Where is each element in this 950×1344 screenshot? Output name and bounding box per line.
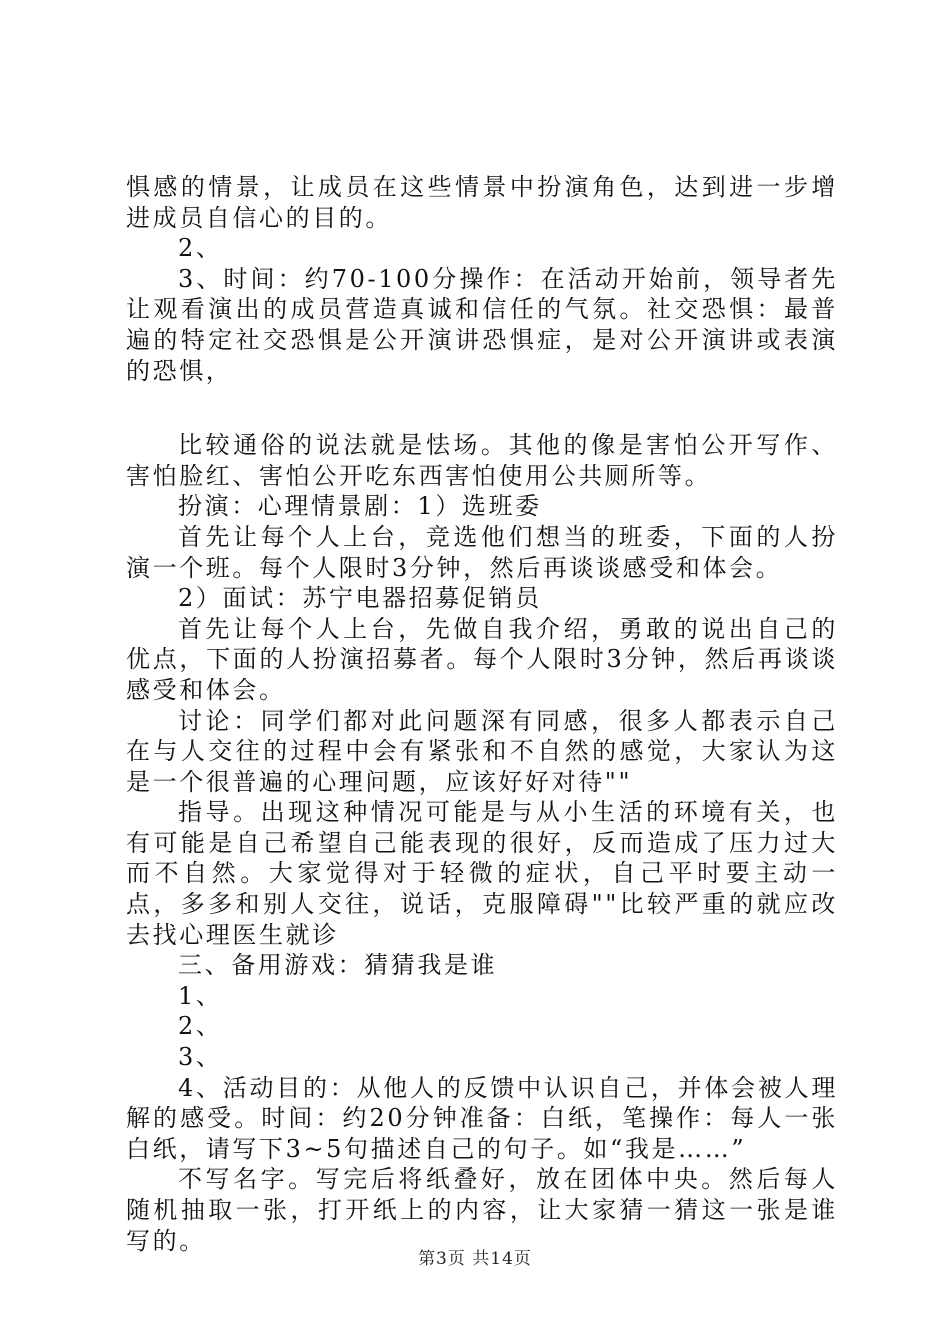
- paragraph-interview: 首先让每个人上台，先做自我介绍，勇敢的说出自己的优点，下面的人扮演招募者。每个人限时3分钟，然后再谈谈感受和体会。: [126, 614, 838, 704]
- paragraph-stage-fright: 比较通俗的说法就是怯场。其他的像是害怕公开写作、害怕脸红、害怕公开吃东西害怕使用公共厕所等。: [126, 431, 838, 490]
- paragraph-interview-heading: 2）面试：苏宁电器招募促销员: [178, 584, 542, 613]
- list-item-1: 1、: [178, 981, 223, 1010]
- paragraph-guidance: 指导。出现这种情况可能是与从小生活的环境有关，也有可能是自己希望自己能表现的很好，反而造成了压力过大而不自然。大家觉得对于轻微的症状，自己平时要主动一点，多多和别人交往，说话，克服障碍""比较严重的就应改去找心理医生就诊: [126, 798, 838, 949]
- page-number-footer: 第3页 共14页: [418, 1249, 532, 1269]
- list-item-2b: 2、: [178, 1012, 223, 1041]
- paragraph-no-names: 不写名字。写完后将纸叠好，放在团体中央。然后每人随机抽取一张，打开纸上的内容，让大家猜一猜这一张是谁写的。: [126, 1165, 838, 1255]
- list-item-2: 2、: [178, 234, 223, 263]
- list-item-3: 3、: [178, 1043, 223, 1072]
- paragraph-activity-goal: 4、活动目的：从他人的反馈中认识自己，并体会被人理解的感受。时间：约20分钟准备：白纸，笔操作：每人一张白纸，请写下3~5句描述自己的句子。如“我是……”: [126, 1073, 838, 1163]
- paragraph-role-play-heading: 扮演：心理情景剧：1）选班委: [178, 492, 542, 521]
- document-body: [126, 172, 838, 1256]
- paragraph-continuation: 惧感的情景，让成员在这些情景中扮演角色，达到进一步增进成员自信心的目的。: [126, 173, 838, 232]
- paragraph-time-operation: 3、时间：约70-100分操作：在活动开始前，领导者先让观看演出的成员营造真诚和信任的气氛。社交恐惧：最普遍的特定社交恐惧是公开演讲恐惧症，是对公开演讲或表演的恐惧，: [126, 264, 838, 385]
- paragraph-gap: [126, 386, 838, 430]
- paragraph-discussion: 讨论：同学们都对此问题深有同感，很多人都表示自己在与人交往的过程中会有紧张和不自然的感觉，大家认为这是一个很普遍的心理问题，应该好好对待"": [126, 706, 838, 796]
- section-heading-backup-game: 三、备用游戏：猜猜我是谁: [178, 951, 498, 980]
- paragraph-class-election: 首先让每个人上台，竞选他们想当的班委，下面的人扮演一个班。每个人限时3分钟，然后再谈谈感受和体会。: [126, 522, 838, 582]
